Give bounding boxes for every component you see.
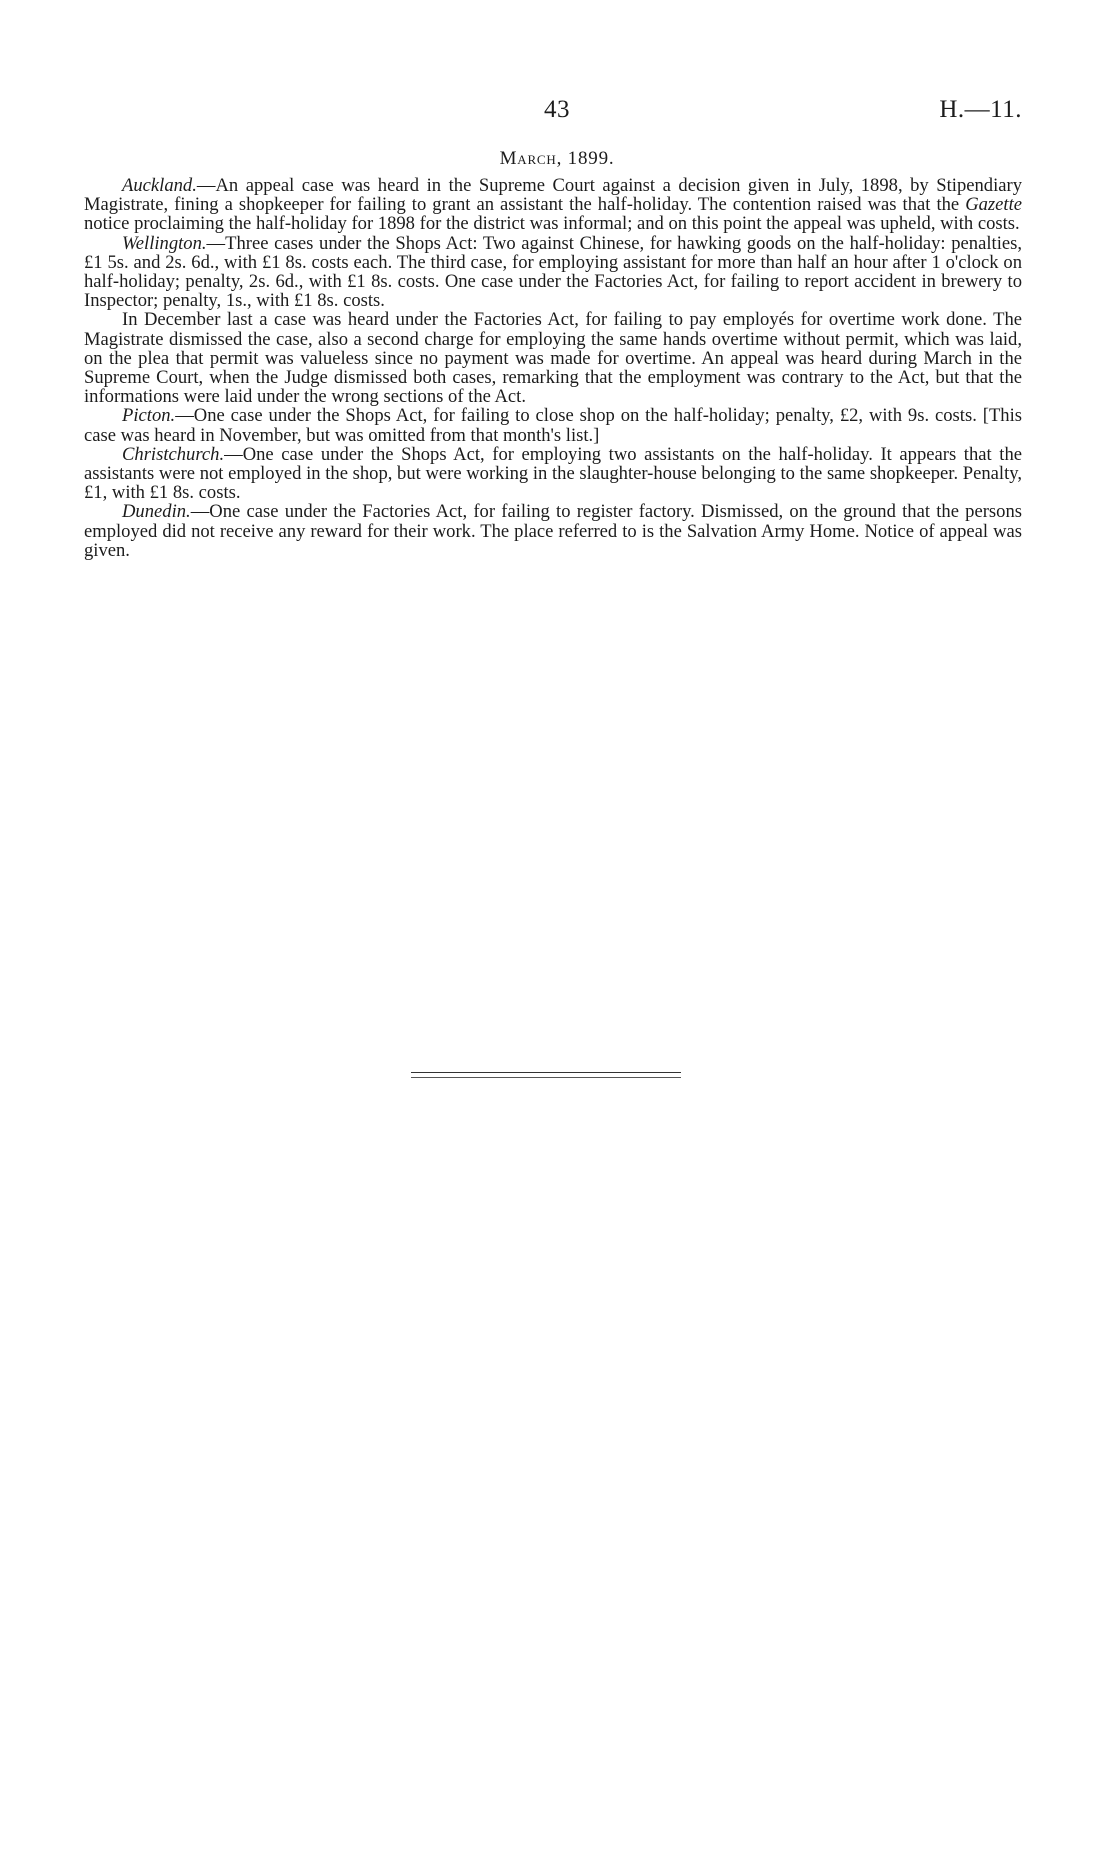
paragraph-text: —An appeal case was heard in the Supreme Court against a decision given in July, 1898, by Stipendiary Magistrate, fining a shopkeeper for failing to grant an assistant the half-holiday. The contention raised was that the <box>84 175 1022 216</box>
section-end-rule <box>411 1072 681 1073</box>
paragraph-auckland <box>84 176 1022 234</box>
paragraph-text: —One case under the Shops Act, for failing to close shop on the half-holiday; penalty, £2, with 9s. costs. [This case was heard in November, but was omitted from that month's list.] <box>84 405 1022 446</box>
document-reference: H.—11. <box>939 96 1022 123</box>
paragraph-text: —One case under the Shops Act, for employing two assistants on the half-holiday. It appears that the assistants were not employed in the shop, but were working in the slaughter-house belonging to the same shopkeeper. Penalty, £1, with £1 8s. costs. <box>84 443 1022 504</box>
place-name: Auckland. <box>122 175 197 196</box>
place-name: Picton. <box>122 405 176 427</box>
paragraph-december-case <box>84 310 1022 406</box>
place-name: Dunedin. <box>122 501 191 523</box>
section-end-rule-thin <box>411 1077 681 1078</box>
page-number: 43 <box>544 96 570 123</box>
paragraph-dunedin <box>84 502 1022 560</box>
place-name: Christchurch. <box>122 443 225 465</box>
paragraph-text: In December last a case was heard under the Factories Act, for failing to pay employés for overtime work done. The Magistrate dismissed the case, also a second charge for employing the same hands overtime without permit, which was laid, on the plea that permit was valueless since no payment was made for overtime. An appeal was heard during March in the Supreme Court, when the Judge dismissed both cases, remarking that the employment was contrary to the Act, but that the informations were laid under the wrong sections of the Act. <box>84 309 1022 408</box>
section-heading: March, 1899. <box>499 148 615 169</box>
publication-name: Gazette <box>965 194 1022 216</box>
paragraph-christchurch <box>84 445 1022 503</box>
paragraph-picton <box>84 406 1022 444</box>
paragraph-text: notice proclaiming the half-holiday for 1898 for the district was informal; and on this point the appeal was upheld, with costs. <box>84 213 1020 235</box>
page-header <box>0 96 1114 132</box>
paragraph-text: —Three cases under the Shops Act: Two against Chinese, for hawking goods on the half-holiday: penalties, £1 5s. and 2s. 6d., with £1 8s. costs each. The third case, for employing assistant for more than half an hour after 1 o'clock on half-holiday; penalty, 2s. 6d., with £1 8s. costs. One case under the Factories Act, for failing to report accident in brewery to Inspector; penalty, 1s., with £1 8s. costs. <box>84 232 1022 312</box>
report-body <box>84 176 1022 560</box>
place-name: Wellington. <box>122 232 207 254</box>
paragraph-text: —One case under the Factories Act, for failing to register factory. Dismissed, on the ground that the persons employed did not receive any reward for their work. The place referred to is the Salvation Army Home. Notice of appeal was given. <box>84 501 1022 561</box>
paragraph-wellington <box>84 234 1022 311</box>
